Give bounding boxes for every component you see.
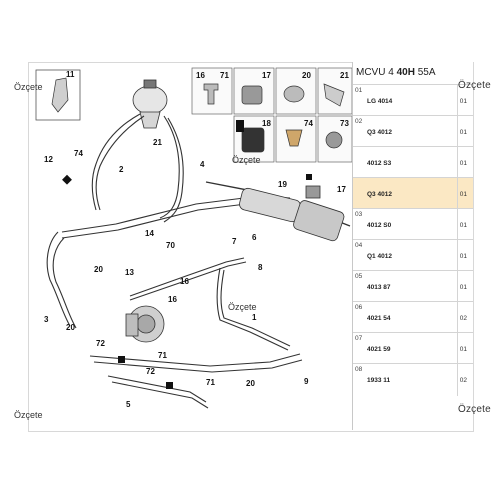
row-code: 05 xyxy=(355,273,363,280)
svg-text:12: 12 xyxy=(44,155,53,164)
watermark-text: Özçete xyxy=(458,404,491,415)
parts-row[interactable] xyxy=(353,146,473,177)
row-divider xyxy=(457,116,458,146)
svg-text:8: 8 xyxy=(258,263,263,272)
svg-text:73: 73 xyxy=(340,119,349,128)
bracket-part xyxy=(52,78,68,112)
svg-text:4: 4 xyxy=(200,160,205,169)
svg-text:74: 74 xyxy=(304,119,313,128)
panel-header xyxy=(353,62,476,82)
svg-text:3: 3 xyxy=(44,315,49,324)
svg-text:5: 5 xyxy=(126,400,131,409)
row-code: 04 xyxy=(355,242,363,249)
svg-text:17: 17 xyxy=(337,185,346,194)
row-quantity: 01 xyxy=(459,191,467,198)
row-reference: Q3 4012 xyxy=(367,129,392,136)
row-quantity: 01 xyxy=(459,253,467,260)
row-divider xyxy=(457,333,458,363)
row-divider xyxy=(457,147,458,177)
parts-row[interactable] xyxy=(353,115,473,146)
row-divider xyxy=(457,364,458,396)
svg-text:20: 20 xyxy=(246,379,255,388)
row-reference: Q1 4012 xyxy=(367,253,392,260)
svg-text:16: 16 xyxy=(196,71,205,80)
svg-text:16: 16 xyxy=(180,277,189,286)
svg-text:16: 16 xyxy=(168,295,177,304)
row-quantity: 02 xyxy=(459,315,467,322)
row-reference: 1933 11 xyxy=(367,377,391,384)
clip-markers xyxy=(62,120,312,389)
header-prefix: MCVU 4 xyxy=(356,67,394,78)
row-reference: 4013 87 xyxy=(367,284,391,291)
svg-text:9: 9 xyxy=(304,377,309,386)
svg-text:14: 14 xyxy=(145,229,154,238)
row-code: 01 xyxy=(355,87,363,94)
parts-row[interactable] xyxy=(353,270,473,301)
header-suffix: 55A xyxy=(417,67,436,78)
svg-text:20: 20 xyxy=(66,323,75,332)
row-code: 06 xyxy=(355,304,363,311)
row-reference: 4021 59 xyxy=(367,346,391,353)
row-divider xyxy=(457,178,458,208)
svg-text:71: 71 xyxy=(206,378,215,387)
svg-text:1: 1 xyxy=(252,313,257,322)
row-quantity: 01 xyxy=(459,160,467,167)
svg-text:18: 18 xyxy=(262,119,271,128)
row-divider xyxy=(457,209,458,239)
thumbnail-grid xyxy=(192,68,352,162)
parts-list-panel xyxy=(352,62,473,430)
svg-text:21: 21 xyxy=(153,138,162,147)
watermark-text: Özçete xyxy=(458,80,491,91)
row-code: 08 xyxy=(355,366,363,373)
svg-text:71: 71 xyxy=(158,351,167,360)
row-quantity: 01 xyxy=(459,98,467,105)
svg-text:2: 2 xyxy=(119,165,124,174)
row-divider xyxy=(457,271,458,301)
watermark-text: Özçete xyxy=(14,82,43,92)
parts-row[interactable] xyxy=(353,239,473,270)
svg-text:74: 74 xyxy=(74,149,83,158)
svg-text:13: 13 xyxy=(125,268,134,277)
parts-row[interactable] xyxy=(353,332,473,363)
power-steering-pump xyxy=(126,306,164,342)
parts-row[interactable] xyxy=(353,301,473,332)
parts-rows xyxy=(353,84,473,396)
watermark-text: Özçete xyxy=(228,302,257,312)
svg-text:72: 72 xyxy=(96,339,105,348)
svg-text:11: 11 xyxy=(66,70,75,79)
row-quantity: 01 xyxy=(459,284,467,291)
svg-text:17: 17 xyxy=(262,71,271,80)
row-reference: LG 4014 xyxy=(367,98,393,105)
row-reference: 4012 S0 xyxy=(367,222,392,229)
row-quantity: 01 xyxy=(459,129,467,136)
svg-text:20: 20 xyxy=(94,265,103,274)
row-reference: 4012 S3 xyxy=(367,160,392,167)
parts-row[interactable] xyxy=(353,208,473,239)
header-code: 40H xyxy=(396,67,415,78)
svg-text:72: 72 xyxy=(146,367,155,376)
row-reference: 4021 54 xyxy=(367,315,391,322)
svg-text:70: 70 xyxy=(166,241,175,250)
watermark-text: Özçete xyxy=(232,155,261,165)
row-code: 03 xyxy=(355,211,363,218)
parts-row[interactable] xyxy=(353,177,473,208)
svg-text:6: 6 xyxy=(252,233,257,242)
svg-text:21: 21 xyxy=(340,71,349,80)
row-quantity: 02 xyxy=(459,377,467,384)
row-code: 07 xyxy=(355,335,363,342)
parts-row[interactable] xyxy=(353,84,473,115)
svg-text:20: 20 xyxy=(302,71,311,80)
row-reference: Q3 4012 xyxy=(367,191,392,198)
svg-text:19: 19 xyxy=(278,180,287,189)
watermark-text: Özçete xyxy=(14,410,43,420)
svg-text:71: 71 xyxy=(220,71,229,80)
svg-text:7: 7 xyxy=(232,237,237,246)
row-quantity: 01 xyxy=(459,346,467,353)
row-quantity: 01 xyxy=(459,222,467,229)
row-divider xyxy=(457,302,458,332)
steering-rack xyxy=(206,182,350,242)
row-code: 02 xyxy=(355,118,363,125)
parts-row[interactable] xyxy=(353,363,473,396)
row-divider xyxy=(457,240,458,270)
